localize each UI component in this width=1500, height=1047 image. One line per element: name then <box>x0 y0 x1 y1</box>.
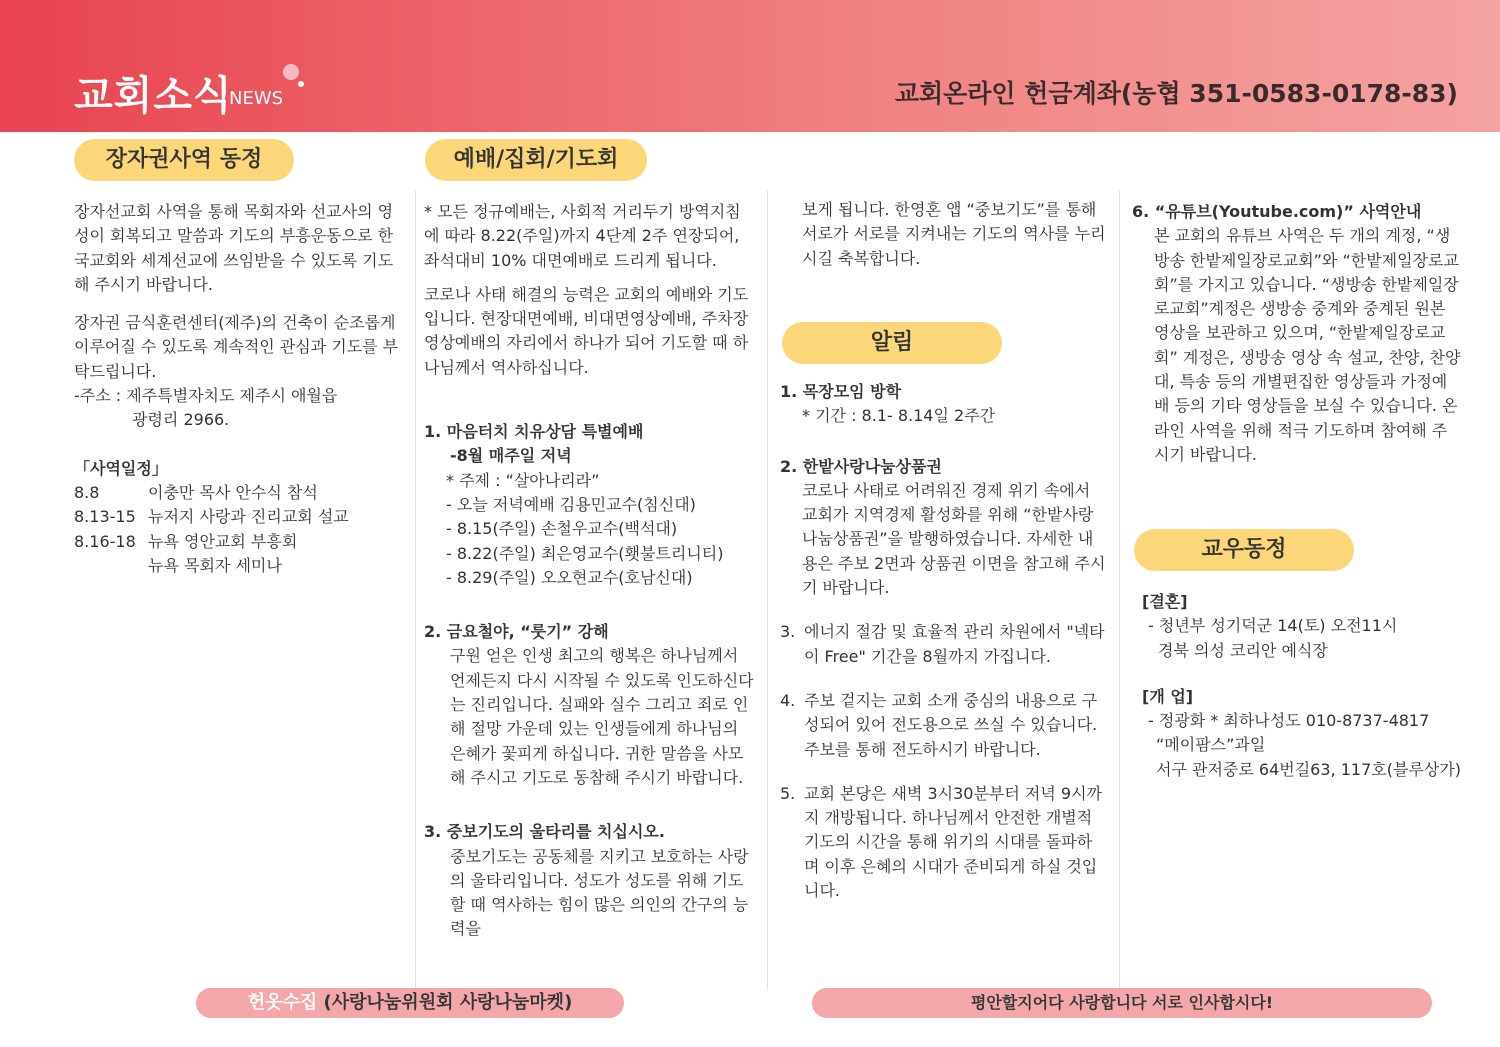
address-line: -주소 : 제주특별자치도 제주시 애월읍 <box>74 386 338 406</box>
wedding-line: 경북 의성 코리안 예식장 <box>1158 640 1328 660</box>
schedule-date: 8.13-15 <box>74 507 136 527</box>
offering-account: 교회온라인 헌금계좌(농협 351-0583-0178-83) <box>894 79 1458 108</box>
worship-item-title: 3. 중보기도의 울타리를 치십시오. <box>424 822 665 842</box>
clothes-collection-detail: (사랑나눔위원회 사랑나눔마켓) <box>317 992 573 1013</box>
worship-item-title: 2. 금요철야, “룻기” 강해 <box>424 622 609 642</box>
notice-number: 3. <box>780 622 796 642</box>
notice-list <box>780 380 1106 903</box>
schedule-table <box>74 481 349 578</box>
notice-body: 코로나 사태로 어려워진 경제 위기 속에서 교회가 지역경제 활성화를 위해 “한밭사랑나눔상품권”을 발행하였습니다. 자세한 내용은 주보 2면과 상품권 이면을 참고해 주시기 바랍니다. <box>802 480 1106 598</box>
worship-item-line: - 8.22(주일) 최은영교수(횃불트리니티) <box>446 543 724 563</box>
opening-line: “메이팜스”과일 <box>1156 735 1266 755</box>
worship-notice: * 모든 정규예배는, 사회적 거리두기 방역지침에 따라 8.22(주일)까지 4단계 2주 연장되어, 좌석대비 10% 대면예배로 드리게 됩니다. <box>424 202 741 270</box>
schedule-event: 뉴저지 사랑과 진리교회 설교 <box>148 507 349 527</box>
wedding-line: - 청년부 성기덕군 14(토) 오전11시 <box>1148 616 1398 636</box>
schedule-event: 뉴욕 목회자 세미나 <box>148 555 282 575</box>
address-line: 광령리 2966. <box>132 410 230 430</box>
decorative-dot-icon <box>283 64 299 80</box>
opening-title: [개 업] <box>1142 686 1194 706</box>
schedule-title: 「사역일정」 <box>74 458 168 478</box>
schedule-date: 8.8 <box>74 482 100 502</box>
notice-title: 1. 목장모임 방학 <box>780 382 902 401</box>
notice-body: 본 교회의 유튜브 사역은 두 개의 계정, “생방송 한밭제일장로교회”와 “한밭제일장로교회”를 가지고 있습니다. “생방송 한밭제일장로교회”계정은 생방송 중계와 중계된 원본 영상을 보관하고 있으며, “한밭제일장로교회” 계정은, 생방송 영상 속 설교, 찬양, 찬양대, 특송 등의 개별편집한 영상들과 가정예배 등의 기타 영상들을 보실 수 있습니다. 온라인 사역을 위해 적극 기도하며 참여해 주시기 바랍니다. <box>1154 226 1461 464</box>
section-pill-members: 교우동정 <box>1134 529 1354 571</box>
schedule-date: 8.16-18 <box>74 531 136 551</box>
column-notices <box>780 198 1106 271</box>
decorative-small-dot-icon <box>298 81 304 87</box>
column-youtube <box>1132 200 1462 467</box>
worship-item-body: 중보기도는 공동체를 지키고 보호하는 사랑의 울타리입니다. 성도가 성도를 위해 기도할 때 역사하는 힘이 많은 의인의 간구의 능력을 <box>450 846 749 939</box>
schedule-event: 뉴욕 영안교회 부흥회 <box>148 531 298 551</box>
notice-title: 2. 한밭사랑나눔상품권 <box>780 456 942 476</box>
column-divider <box>767 190 768 990</box>
ministry-paragraph: 장자선교회 사역을 통해 목회자와 선교사의 영성이 회복되고 말씀과 기도의 부흥운동으로 한국교회와 세계선교에 쓰임받을 수 있도록 기도해 주시기 바랍니다. <box>74 202 394 294</box>
notice-item <box>780 689 1106 762</box>
wedding-title: [결혼] <box>1142 592 1188 611</box>
notice-body: * 기간 : 8.1- 8.14일 2주간 <box>802 406 996 426</box>
opening-line: 서구 관저중로 64번길63, 117호(블루상가) <box>1156 759 1462 779</box>
section-pill-notice: 알림 <box>782 322 1002 364</box>
clothes-collection-banner <box>196 988 624 1018</box>
section-pill-worship: 예배/집회/기도회 <box>425 139 647 181</box>
notice-number: 4. <box>780 690 796 710</box>
column-divider <box>415 190 416 990</box>
worship-item-line: - 8.29(주일) 오오현교수(호남신대) <box>446 567 693 587</box>
column-worship <box>424 200 754 942</box>
notice-title: 6. “유튜브(Youtube.com)” 사역안내 <box>1132 202 1422 221</box>
notice-item <box>780 782 1106 903</box>
notice-body: 에너지 절감 및 효율적 관리 차원에서 "넥타이 Free" 기간을 8월까지 가집니다. <box>804 622 1105 666</box>
page-title: 교회소식 <box>74 73 233 119</box>
news-label: NEWS <box>229 88 284 109</box>
worship-item-line: - 오늘 저녁예배 김용민교수(침신대) <box>446 494 696 514</box>
member-news <box>1142 590 1472 782</box>
section-pill-ministry: 장자권사역 동정 <box>74 139 294 181</box>
worship-item-title: 1. 마음터치 치유상담 특별예배 <box>424 422 644 442</box>
column-ministry <box>74 200 402 578</box>
worship-paragraph: 코로나 사태 해결의 능력은 교회의 예배와 기도입니다. 현장대면예배, 비대면영상예배, 주차장영상예배의 자리에서 하나가 되어 기도할 때 하나님께서 역사하십니다. <box>424 284 749 377</box>
notice-body: 주보 겉지는 교회 소개 중심의 내용으로 구성되어 있어 전도용으로 쓰실 수 있습니다. 주보를 통해 전도하시기 바랍니다. <box>804 690 1098 759</box>
schedule-date <box>74 554 148 578</box>
schedule-row <box>74 530 349 554</box>
notice-number: 5. <box>780 783 796 803</box>
clothes-collection-label: 헌옷수집 <box>247 992 318 1013</box>
column-divider <box>1119 190 1120 990</box>
header-banner <box>0 0 1500 132</box>
worship-item-theme: * 주제 : “살아나리라” <box>446 470 600 490</box>
schedule-event: 이충만 목사 안수식 참석 <box>148 482 318 502</box>
notice-item <box>780 620 1106 669</box>
opening-line: - 정광화 * 최하나성도 010-8737-4817 <box>1148 711 1430 731</box>
ministry-paragraph: 장자권 금식훈련센터(제주)의 건축이 순조롭게 이루어질 수 있도록 계속적인 관심과 기도를 부탁드립니다. <box>74 313 399 381</box>
worship-item-body: 구원 얻은 인생 최고의 행복은 하나님께서 언제든지 다시 시작될 수 있도록 인도하신다는 진리입니다. 실패와 실수 그리고 죄로 인해 절망 가운데 있는 인생들에게 하나님의 은혜가 꽃피게 하십니다. 귀한 말씀을 사모해 주시고 기도로 동참해 주시기 바랍니다. <box>450 646 754 787</box>
schedule-row <box>74 481 349 505</box>
worship-item-subtitle: -8월 매주일 저녁 <box>450 446 572 466</box>
schedule-row <box>74 554 349 578</box>
notice-body: 교회 본당은 새벽 3시30분부터 저녁 9시까지 개방됩니다. 하나님께서 안전한 개별적 기도의 시간을 통해 위기의 시대를 돌파하며 이후 은혜의 시대가 준비되게 하실 것입니다. <box>804 783 1102 901</box>
greeting-banner: 평안할지어다 사랑합니다 서로 인사합시다! <box>812 988 1432 1018</box>
worship-item-line: - 8.15(주일) 손철우교수(백석대) <box>446 519 678 539</box>
worship-continuation: 보게 됩니다. 한영혼 앱 “중보기도”를 통해서로가 서로를 지켜내는 기도의 역사를 누리시길 축복합니다. <box>802 200 1106 268</box>
schedule-row <box>74 505 349 529</box>
